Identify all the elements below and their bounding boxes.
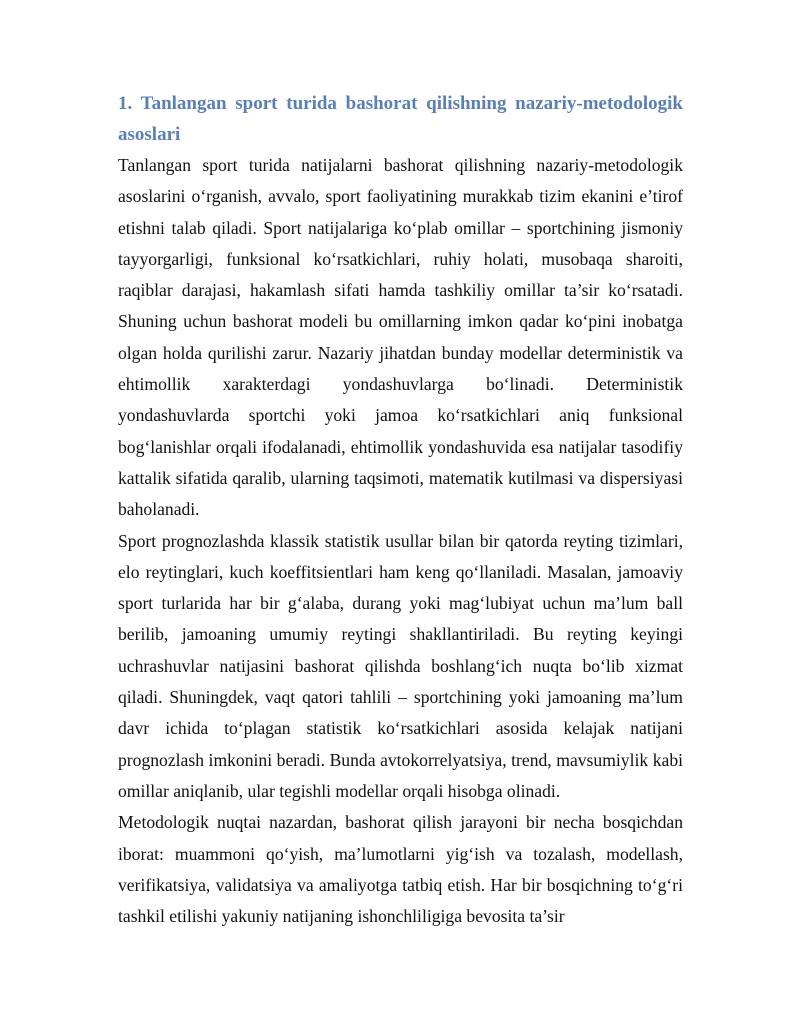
paragraph-2: Sport prognozlashda klassik statistik usullar bilan bir qatorda reyting tizimlari, elo reytinglari, kuch koeffitsientlari ham keng qo‘llaniladi. Masalan, jamoaviy sport turlarida har bir g‘alaba, durang yoki mag‘lubiyat uchun ma’lum ball berilib, jamoaning umumiy reytingi shakllantiriladi. Bu reyting keyingi uchrashuvlar natijasini bashorat qilishda boshlang‘ich nuqta bo‘lib xizmat qiladi. Shuningdek, vaqt qatori tahlili – sportchining yoki jamoaning ma’lum davr ichida to‘plagan statistik ko‘rsatkichlari asosida kelajak natijani prognozlash imkonini beradi. Bunda avtokorrelyatsiya, trend, mavsumiylik kabi omillar aniqlanib, ular tegishli modellar orqali hisobga olinadi. xyxy=(118,530,683,801)
paragraph-1: Tanlangan sport turida natijalarni bashorat qilishning nazariy-metodologik asoslarini o‘rganish, avvalo, sport faoliyatining murakkab tizim ekanini e’tirof etishni talab qiladi. Sport natijalariga ko‘plab omillar – sportchining jismoniy tayyorgarligi, funksional ko‘rsatkichlari, ruhiy holati, musobaqa sharoiti, raqiblar darajasi, hakamlash sifati hamda tashkiliy omillar ta’sir ko‘rsatadi. Shuning uchun bashorat modeli bu omillarning imkon qadar ko‘pini inobatga olgan holda qurilishi zarur. Nazariy jihatdan bunday modellar deterministik va ehtimollik xarakterdagi yondashuvlarga bo‘linadi. Deterministik yondashuvlarda sportchi yoki jamoa ko‘rsatkichlari aniq funksional bog‘lanishlar orqali ifodalanadi, ehtimollik yondashuvida esa natijalar tasodifiy kattalik sifatida qaralib, ularning taqsimoti, matematik kutilmasi va dispersiyasi baholanadi. xyxy=(118,155,683,520)
section-heading: 1. Tanlangan sport turida bashorat qilishning nazariy-metodologik asoslari xyxy=(118,93,683,145)
document-page xyxy=(118,88,683,932)
paragraph-3: Metodologik nuqtai nazardan, bashorat qilish jarayoni bir necha bosqichdan iborat: muammoni qo‘yish, ma’lumotlarni yig‘ish va tozalash, modellash, verifikatsiya, validatsiya va amaliyotga tatbiq etish. Har bir bosqichning to‘g‘ri tashkil etilishi yakuniy natijaning ishonchliligiga bevosita ta’sir xyxy=(118,812,683,927)
